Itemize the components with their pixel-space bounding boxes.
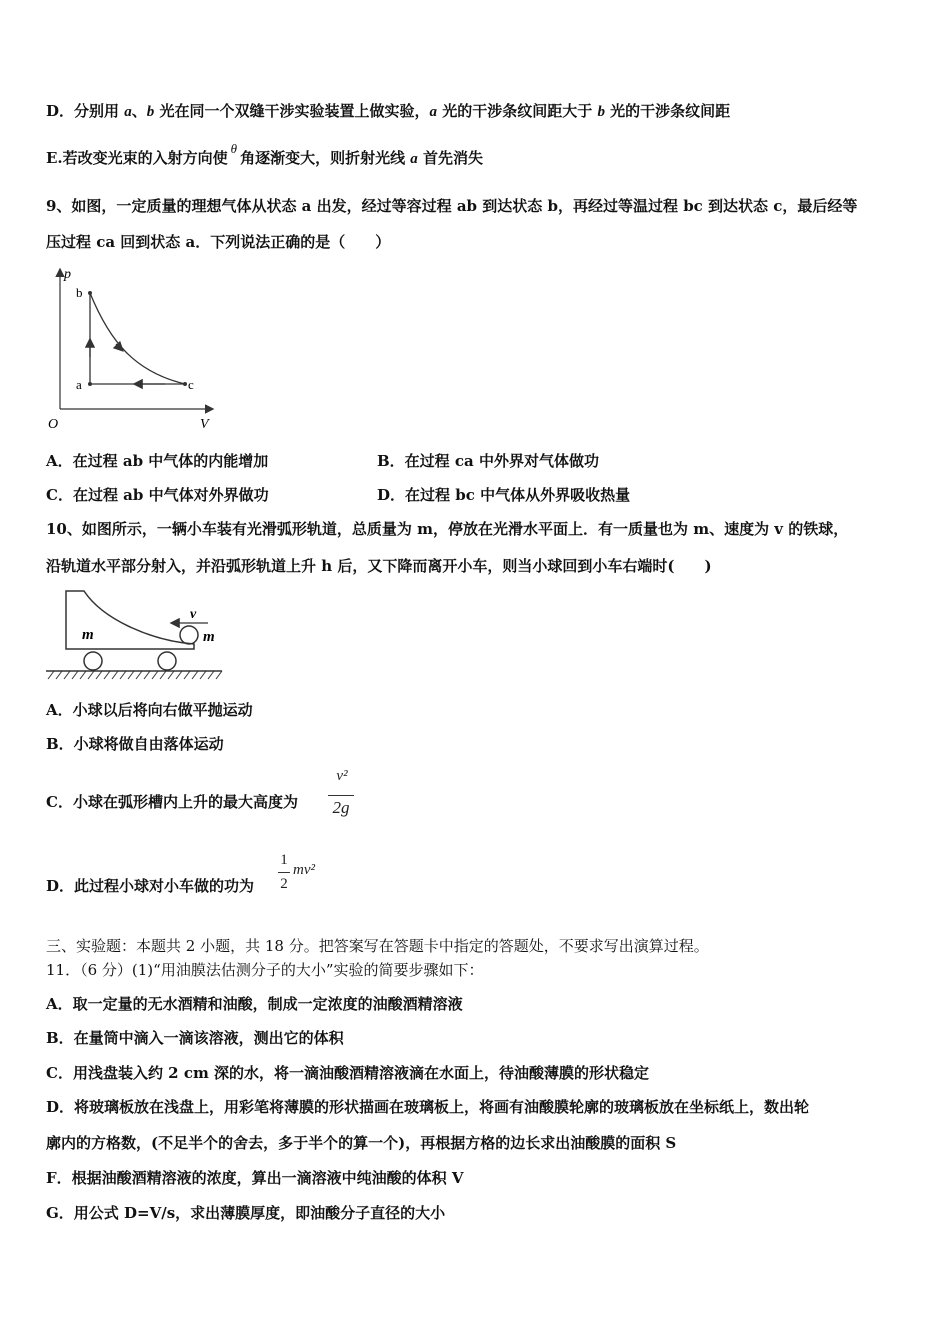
ball-mass-label: m — [203, 629, 215, 645]
state-a-label: a — [76, 377, 82, 392]
state-a-point — [88, 382, 92, 386]
q10-option-c: C．小球在弧形槽内上升的最大高度为 — [46, 793, 298, 811]
q9-option-d: D．在过程 bc 中气体从外界吸收热量 — [377, 486, 631, 504]
cart-diagram — [44, 586, 229, 686]
theta-symbol: θ — [230, 141, 238, 156]
q8-option-d: D．分别用 a、b 光在同一个双缝干涉实验装置上做实验，a 光的干涉条纹间距大于 b 光的干涉条纹间距 — [46, 102, 731, 120]
q9-stem-line2: 压过程 ca 回到状态 a．下列说法正确的是（ ） — [46, 233, 391, 251]
q11-step-c: C．用浅盘装入约 2 cm 深的水，将一滴油酸酒精溶液滴在水面上，待油酸薄膜的形状稳定 — [46, 1064, 650, 1082]
q11-step-d-line1: D．将玻璃板放在浅盘上，用彩笔将薄膜的形状描画在玻璃板上，将画有油酸膜轮廓的玻璃板放在坐标纸上，数出轮 — [46, 1098, 810, 1116]
optd-numerator: 1 — [280, 852, 288, 868]
q10-stem-line1: 10、如图所示，一辆小车装有光滑弧形轨道，总质量为 m，停放在光滑水平面上．有一质量也为 m、速度为 v 的铁球， — [46, 520, 849, 538]
optd-expression: mv² — [293, 862, 315, 878]
q11-step-a: A．取一定量的无水酒精和油酸，制成一定浓度的油酸酒精溶液 — [46, 995, 463, 1013]
q10-option-b: B．小球将做自由落体运动 — [46, 735, 224, 753]
q11-step-d-line2: 廓内的方格数，(不足半个的舍去，多于半个的算一个)，再根据方格的边长求出油酸膜的面积 S — [46, 1134, 677, 1152]
pv-diagram — [40, 262, 230, 434]
iron-ball — [180, 626, 198, 644]
front-wheel — [84, 652, 102, 670]
q9-stem-line1: 9、如图，一定质量的理想气体从状态 a 出发，经过等容过程 ab 到达状态 b，再经过等温过程 bc 到达状态 c，最后经等 — [46, 197, 858, 215]
q8-option-e: E.若改变光束的入射方向使θ角逐渐变大，则折射光线 a 首先消失 — [46, 141, 484, 167]
q11-intro: 11．（6 分）(1)“用油膜法估测分子的大小”实验的简要步骤如下： — [46, 961, 484, 979]
state-c-point — [183, 382, 187, 386]
q10-option-a: A．小球以后将向右做平抛运动 — [46, 701, 253, 719]
process-bc — [90, 293, 185, 384]
cart-mass-label: m — [82, 627, 94, 643]
q10-option-d: D．此过程小球对小车做的功为 — [46, 877, 255, 895]
optc-fraction-bar — [328, 795, 354, 796]
q11-step-f: F．根据油酸酒精溶液的浓度，算出一滴溶液中纯油酸的体积 V — [46, 1169, 464, 1187]
optc-numerator: v² — [336, 768, 348, 784]
state-b-point — [88, 291, 92, 295]
q9-option-b: B．在过程 ca 中外界对气体做功 — [377, 452, 599, 470]
q10-stem-line2: 沿轨道水平部分射入，并沿弧形轨道上升 h 后，又下降而离开小车，则当小球回到小车右端时( ) — [46, 557, 712, 575]
state-c-label: c — [188, 377, 194, 392]
v-axis-label: V — [200, 417, 209, 432]
q9-option-a: A．在过程 ab 中气体的内能增加 — [46, 452, 269, 470]
optc-denominator: 2g — [332, 798, 350, 817]
section3-header: 三、实验题：本题共 2 小题，共 18 分。把答案写在答题卡中指定的答题处，不要求写出演算过程。 — [46, 937, 709, 955]
ground-hatching — [48, 671, 222, 679]
rear-wheel — [158, 652, 176, 670]
velocity-label: v — [190, 607, 197, 622]
optd-denominator: 2 — [280, 876, 288, 892]
p-axis-label: p — [64, 267, 71, 282]
q11-step-g: G．用公式 D=V/s，求出薄膜厚度，即油酸分子直径的大小 — [46, 1204, 446, 1222]
state-b-label: b — [76, 285, 83, 300]
q9-option-c: C．在过程 ab 中气体对外界做功 — [46, 486, 269, 504]
optd-fraction-bar — [278, 872, 290, 873]
origin-label: O — [48, 417, 59, 432]
q11-step-b: B．在量筒中滴入一滴该溶液，测出它的体积 — [46, 1029, 344, 1047]
